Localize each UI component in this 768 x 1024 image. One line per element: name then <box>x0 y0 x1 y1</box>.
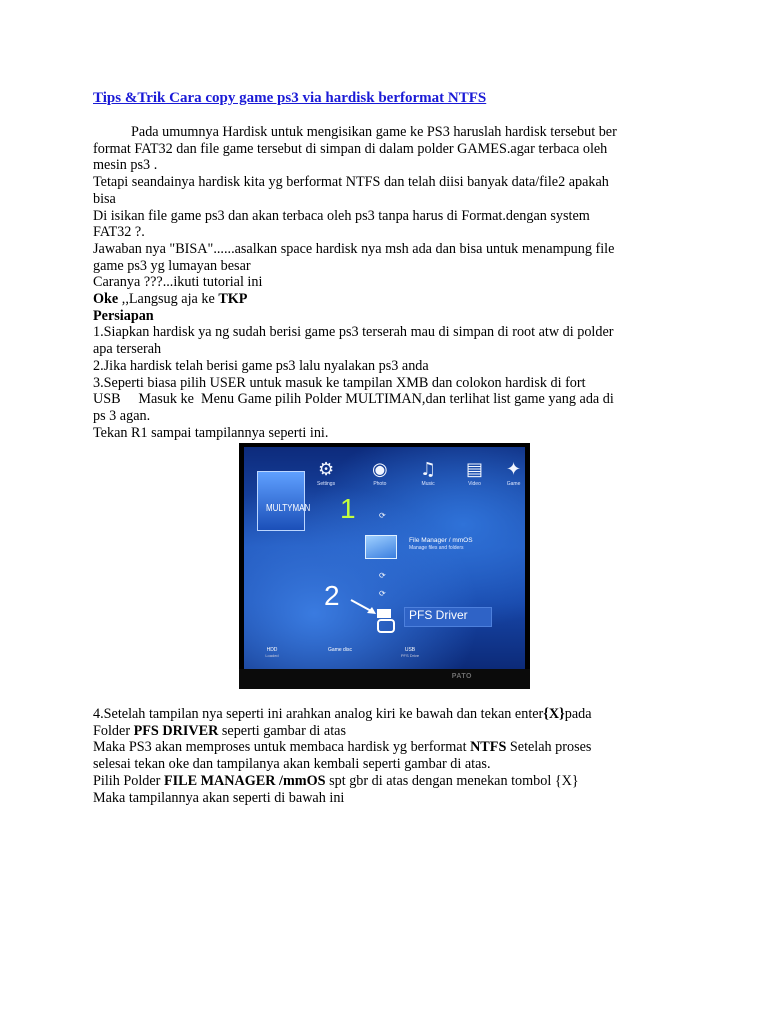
text-line: 3.Seperti biasa pilih USER untuk masuk ke tampilan XMB dan colokon hardisk di fort <box>93 374 586 391</box>
refresh-icon: ⟳ <box>379 571 386 580</box>
text-line: Jawaban nya "BISA"......asalkan space hardisk nya msh ada dan bisa untuk menampung file <box>93 240 615 257</box>
gear-icon: ⚙ Settings <box>317 459 336 487</box>
text-line: Caranya ???...ikuti tutorial ini <box>93 274 263 291</box>
marker-2: 2 <box>324 580 340 611</box>
oke-text: ,,Langsug aja ke <box>118 291 219 308</box>
text-line: ps 3 agan. <box>93 407 151 424</box>
file-manager-subtitle: Manage files and folders <box>409 545 464 551</box>
tkp-bold: TKP <box>218 291 248 308</box>
gamepad-icon: ✦ Game <box>506 459 522 487</box>
text-line: Tetapi seandainya hardisk kita yg berformat NTFS dan telah diisi banyak data/file2 apakah <box>93 174 609 191</box>
drive-icon <box>377 619 395 633</box>
tv-screen <box>244 447 525 669</box>
pfs-driver-label: PFS Driver <box>409 608 468 622</box>
text-line: 2.Jika hardisk telah berisi game ps3 lalu nyalakan ps3 anda <box>93 357 429 374</box>
text-line: format FAT32 dan file game tersebut di simpan di dalam polder GAMES.agar terbaca oleh <box>93 140 608 157</box>
camera-icon: ◉ Photo <box>372 459 388 487</box>
oke-line <box>93 291 683 308</box>
text-line: mesin ps3 . <box>93 157 158 174</box>
step4-section <box>93 706 683 806</box>
marker-1: 1 <box>340 493 356 524</box>
text-line: Folder PFS DRIVER seperti gambar di atas <box>93 722 346 739</box>
text-line: Pilih Polder FILE MANAGER /mmOS spt gbr di atas dengan menekan tombol {X} <box>93 772 579 789</box>
text-line: Di isikan file game ps3 dan akan terbaca oleh ps3 tanpa harus di Format.dengan system <box>93 207 590 224</box>
file-manager-title: File Manager / mmOS <box>409 537 473 544</box>
oke-bold: Oke <box>93 291 119 308</box>
user-tile <box>257 471 305 531</box>
folder-icon <box>365 535 397 559</box>
device-usb: USB PFS Drive <box>400 647 420 658</box>
tv-bezel <box>239 669 530 689</box>
text-line: USB Masuk ke Menu Game pilih Polder MULTIMAN,dan terlihat list game yang ada di <box>93 391 614 408</box>
arrow-icon <box>349 597 379 617</box>
ps3-screenshot <box>239 443 530 689</box>
device-hdd: HDD Loaded <box>265 647 279 658</box>
tv-brand: PATO <box>451 673 472 680</box>
text-line: Tekan R1 sampai tampilannya seperti ini. <box>93 424 329 441</box>
article-title[interactable]: Tips &Trik Cara copy game ps3 via hardisk berformat NTFS <box>93 90 487 106</box>
refresh-icon: ⟳ <box>379 589 386 598</box>
text-line: selesai tekan oke dan tampilanya akan kembali seperti gambar di atas. <box>93 756 491 773</box>
intro-section <box>93 124 683 441</box>
text-line: Maka PS3 akan memproses untuk membaca hardisk yg berformat NTFS Setelah proses <box>93 739 592 756</box>
text-line: game ps3 yg lumayan besar <box>93 257 251 274</box>
music-icon: ♫ Music <box>420 459 437 487</box>
circle-arrow-icon: ⟳ <box>379 511 386 520</box>
text-line: FAT32 ?. <box>93 224 145 241</box>
text-line: Maka tampilannya akan seperti di bawah ini <box>93 789 345 806</box>
persiapan-heading <box>93 308 683 325</box>
persiapan-text: Persiapan <box>93 307 154 324</box>
text-line: apa terserah <box>93 341 162 358</box>
film-icon: ▤ Video <box>466 459 484 487</box>
text-line: 1.Siapkan hardisk ya ng sudah berisi game ps3 terserah mau di simpan di root atw di polder <box>93 324 614 341</box>
gamepad-small-icon <box>377 609 391 618</box>
text-line: 4.Setelah tampilan nya seperti ini arahkan analog kiri ke bawah dan tekan enter{X}pada <box>93 706 592 722</box>
text-line: Pada umumnya Hardisk untuk mengisikan game ke PS3 haruslah hardisk tersebut ber <box>131 124 617 140</box>
text-line: bisa <box>93 190 116 207</box>
device-game-disc: Game disc <box>328 647 352 653</box>
multiman-label: MULTYMAN <box>266 503 311 514</box>
